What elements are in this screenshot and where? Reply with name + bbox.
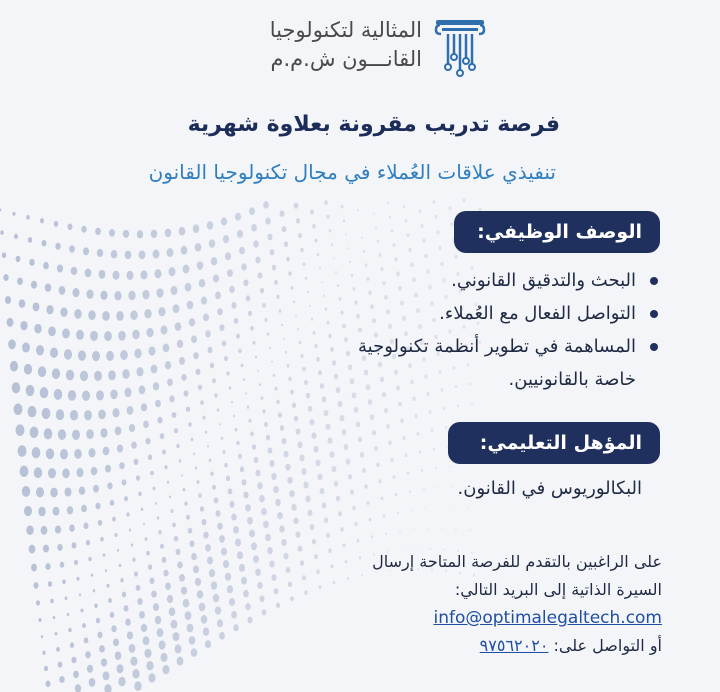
phone-prefix: أو التواصل على: (553, 636, 662, 655)
email-link[interactable]: info@optimalegaltech.com (433, 608, 662, 628)
column-circuit-icon (432, 14, 488, 78)
list-item (332, 297, 662, 330)
logo-name-line1: المثالية لتكنولوجيا (269, 18, 422, 42)
contact-section (372, 548, 662, 660)
contact-line2: السيرة الذاتية إلى البريد التالي: (454, 580, 662, 599)
job-description-list (332, 264, 662, 396)
company-logo (238, 14, 488, 78)
logo-name-line2: القانـــون ش.م.م (270, 47, 422, 71)
list-item (332, 330, 662, 396)
list-item-text: البحث والتدقيق القانوني. (451, 270, 636, 291)
job-description-heading: الوصف الوظيفي: (454, 211, 660, 253)
headline: فرصة تدريب مقرونة بعلاوة شهرية (187, 112, 560, 137)
bullet-icon (650, 277, 658, 285)
qualification-heading: المؤهل التعليمي: (448, 422, 660, 464)
phone-link[interactable]: ٩٧٥٦٢٠٢٠ (479, 636, 549, 655)
list-item-text: المساهمة في تطوير أنظمة تكنولوجية خاصة بالقانونيين. (358, 336, 636, 390)
list-item-text: التواصل الفعال مع العُملاء. (439, 303, 636, 324)
qualification-text: البكالوريوس في القانون. (457, 478, 642, 499)
bullet-icon (650, 310, 658, 318)
subtitle: تنفيذي علاقات العُملاء في مجال تكنولوجيا القانون (148, 160, 556, 184)
bullet-icon (650, 343, 658, 351)
list-item (332, 264, 662, 297)
phone-line (372, 632, 662, 660)
contact-line1: على الراغبين بالتقدم للفرصة المتاحة إرسال (372, 552, 662, 571)
